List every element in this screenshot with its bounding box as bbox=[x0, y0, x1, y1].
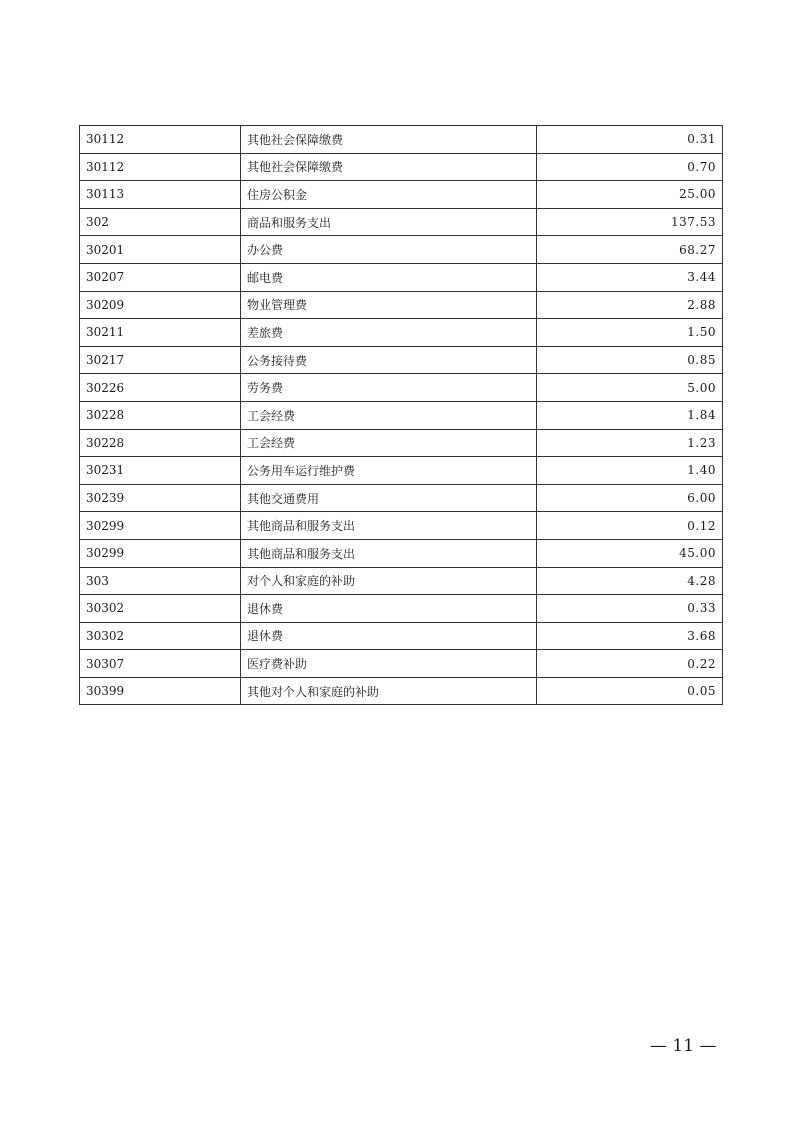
table-row bbox=[80, 429, 723, 457]
row-amount: 0.85 bbox=[537, 346, 723, 374]
row-name: 其他商品和服务支出 bbox=[241, 512, 537, 540]
row-amount: 3.68 bbox=[537, 622, 723, 650]
row-name: 医疗费补助 bbox=[241, 650, 537, 678]
row-name: 住房公积金 bbox=[241, 181, 537, 209]
table-row bbox=[80, 181, 723, 209]
expense-table-container bbox=[79, 125, 722, 705]
table-row bbox=[80, 291, 723, 319]
row-name: 办公费 bbox=[241, 236, 537, 264]
row-name: 工会经费 bbox=[241, 429, 537, 457]
row-amount: 1.23 bbox=[537, 429, 723, 457]
table-row bbox=[80, 236, 723, 264]
row-amount: 0.70 bbox=[537, 153, 723, 181]
table-row bbox=[80, 126, 723, 154]
table-row bbox=[80, 567, 723, 595]
row-amount: 0.05 bbox=[537, 677, 723, 705]
row-code: 30231 bbox=[80, 457, 241, 485]
table-row bbox=[80, 374, 723, 402]
row-name: 其他对个人和家庭的补助 bbox=[241, 677, 537, 705]
row-code: 30226 bbox=[80, 374, 241, 402]
row-code: 30302 bbox=[80, 595, 241, 623]
row-code: 30307 bbox=[80, 650, 241, 678]
row-name: 其他商品和服务支出 bbox=[241, 539, 537, 567]
row-name: 退休费 bbox=[241, 595, 537, 623]
row-code: 30207 bbox=[80, 263, 241, 291]
row-name: 物业管理费 bbox=[241, 291, 537, 319]
table-row bbox=[80, 457, 723, 485]
row-name: 退休费 bbox=[241, 622, 537, 650]
row-code: 30228 bbox=[80, 429, 241, 457]
row-code: 30112 bbox=[80, 153, 241, 181]
row-code: 30239 bbox=[80, 484, 241, 512]
row-name: 差旅费 bbox=[241, 319, 537, 347]
row-code: 302 bbox=[80, 208, 241, 236]
row-amount: 5.00 bbox=[537, 374, 723, 402]
row-amount: 1.84 bbox=[537, 401, 723, 429]
row-name: 对个人和家庭的补助 bbox=[241, 567, 537, 595]
row-code: 30299 bbox=[80, 512, 241, 540]
row-amount: 2.88 bbox=[537, 291, 723, 319]
row-amount: 0.33 bbox=[537, 595, 723, 623]
row-amount: 25.00 bbox=[537, 181, 723, 209]
row-name: 其他交通费用 bbox=[241, 484, 537, 512]
row-code: 30112 bbox=[80, 126, 241, 154]
row-name: 工会经费 bbox=[241, 401, 537, 429]
row-amount: 1.50 bbox=[537, 319, 723, 347]
table-row bbox=[80, 484, 723, 512]
table-row bbox=[80, 401, 723, 429]
row-name: 其他社会保障缴费 bbox=[241, 153, 537, 181]
table-row bbox=[80, 539, 723, 567]
row-code: 30211 bbox=[80, 319, 241, 347]
table-row bbox=[80, 319, 723, 347]
row-code: 303 bbox=[80, 567, 241, 595]
row-name: 商品和服务支出 bbox=[241, 208, 537, 236]
expense-table bbox=[79, 125, 723, 705]
row-amount: 3.44 bbox=[537, 263, 723, 291]
table-row bbox=[80, 677, 723, 705]
row-name: 公务用车运行维护费 bbox=[241, 457, 537, 485]
table-row bbox=[80, 208, 723, 236]
row-name: 劳务费 bbox=[241, 374, 537, 402]
row-name: 公务接待费 bbox=[241, 346, 537, 374]
row-code: 30113 bbox=[80, 181, 241, 209]
row-code: 30228 bbox=[80, 401, 241, 429]
table-row bbox=[80, 622, 723, 650]
row-amount: 137.53 bbox=[537, 208, 723, 236]
row-amount: 45.00 bbox=[537, 539, 723, 567]
row-amount: 6.00 bbox=[537, 484, 723, 512]
row-code: 30217 bbox=[80, 346, 241, 374]
table-row bbox=[80, 595, 723, 623]
row-code: 30302 bbox=[80, 622, 241, 650]
row-code: 30399 bbox=[80, 677, 241, 705]
row-amount: 68.27 bbox=[537, 236, 723, 264]
row-amount: 0.12 bbox=[537, 512, 723, 540]
row-code: 30209 bbox=[80, 291, 241, 319]
table-row bbox=[80, 346, 723, 374]
table-row bbox=[80, 263, 723, 291]
row-amount: 1.40 bbox=[537, 457, 723, 485]
row-code: 30299 bbox=[80, 539, 241, 567]
row-amount: 0.31 bbox=[537, 126, 723, 154]
row-amount: 4.28 bbox=[537, 567, 723, 595]
table-row bbox=[80, 512, 723, 540]
page-number: — 11 — bbox=[650, 1036, 717, 1056]
table-row bbox=[80, 650, 723, 678]
row-amount: 0.22 bbox=[537, 650, 723, 678]
row-name: 其他社会保障缴费 bbox=[241, 126, 537, 154]
expense-table-body bbox=[80, 126, 723, 705]
row-code: 30201 bbox=[80, 236, 241, 264]
row-name: 邮电费 bbox=[241, 263, 537, 291]
table-row bbox=[80, 153, 723, 181]
